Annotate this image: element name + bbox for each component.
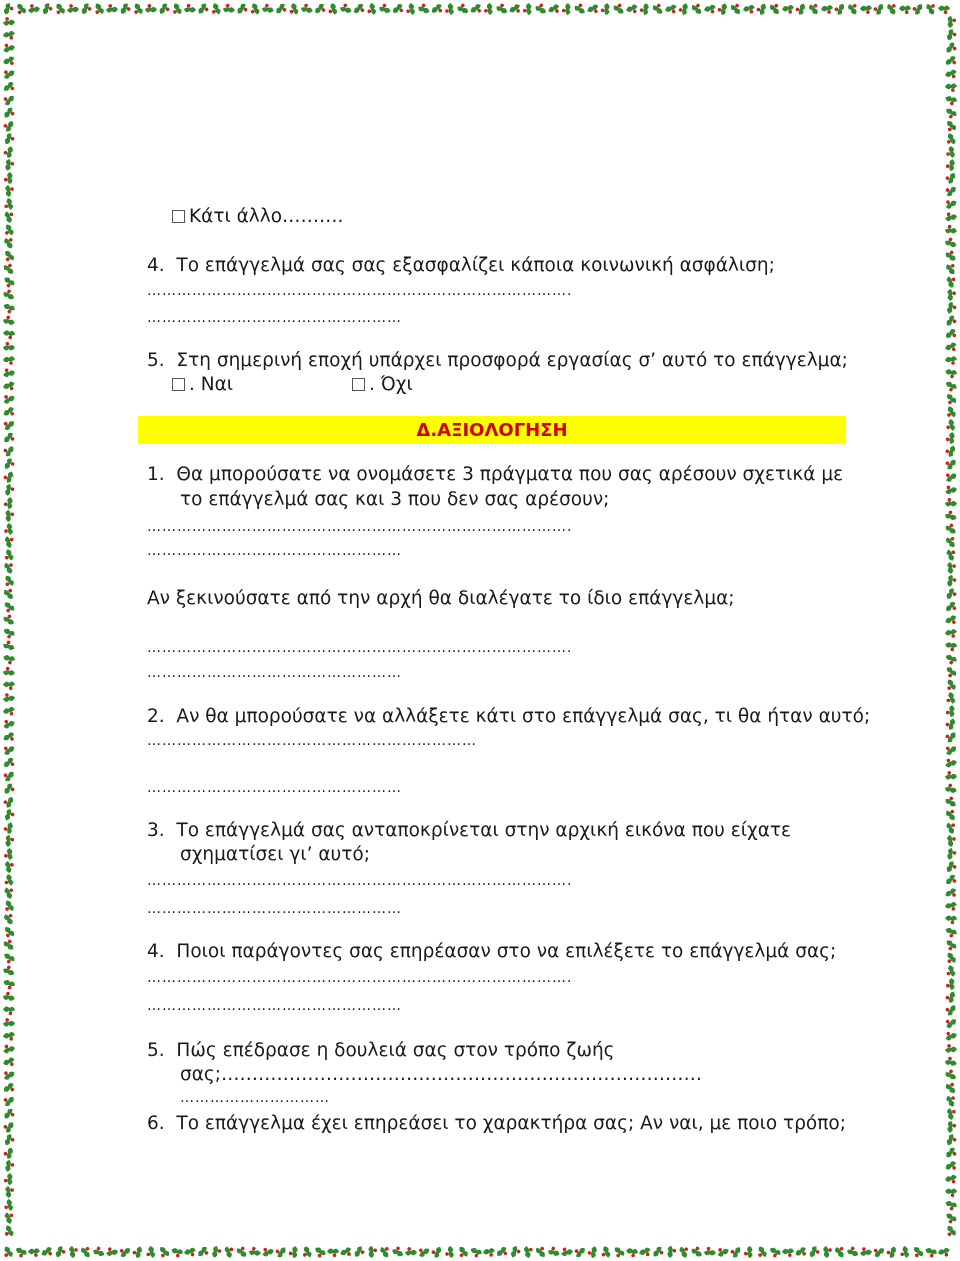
- answer-line: ……………………………………………: [147, 543, 402, 559]
- eval-question-2: 2. Αν θα μπορούσατε να αλλάξετε κάτι στο επάγγελμά σας, τι θα ήταν αυτό;: [147, 706, 871, 727]
- option-something-else: Κάτι άλλο……….: [172, 205, 343, 229]
- eval-question-4: 4. Ποιοι παράγοντες σας επηρέασαν στο να επιλέξετε το επάγγελμά σας;: [147, 941, 837, 962]
- eval-question-1b: Αν ξεκινούσατε από την αρχή θα διαλέγατε το ίδιο επάγγελμα;: [147, 588, 735, 609]
- option-yes: . Ναι: [172, 373, 233, 397]
- answer-line: ……………………………………………: [147, 780, 402, 796]
- answer-line: ……………………………………………: [147, 665, 402, 681]
- checkbox-icon: [172, 210, 185, 223]
- answer-line: ……………………………………………: [147, 310, 402, 326]
- question-4: 4. Το επάγγελμά σας σας εξασφαλίζει κάποια κοινωνική ασφάλιση;: [147, 255, 775, 276]
- answer-line: …………………………………………………………: [147, 733, 477, 749]
- eval-question-5: 5. Πώς επέδρασε η δουλειά σας στον τρόπο ζωής: [147, 1040, 615, 1061]
- eval-question-3: 3. Το επάγγελμά σας ανταποκρίνεται στην αρχική εικόνα που είχατε: [147, 820, 792, 841]
- answer-line: ……………………………………………: [147, 998, 402, 1014]
- option-no: . Όχι: [352, 373, 413, 397]
- eval-question-1: 1. Θα μπορούσατε να ονομάσετε 3 πράγματα που σας αρέσουν σχετικά με: [147, 464, 844, 485]
- answer-line: ………………………………………………………………………….: [147, 873, 573, 889]
- eval-question-5-cont: σας;……………………………………………………………………: [180, 1064, 703, 1085]
- answer-line: ………………………………………………………………………….: [147, 640, 573, 656]
- answer-line: ………………………………………………………………………….: [147, 283, 573, 299]
- checkbox-icon: [352, 378, 365, 391]
- answer-line: ………………………………………………………………………….: [147, 970, 573, 986]
- answer-line: …………………………: [180, 1090, 330, 1106]
- answer-line: ………………………………………………………………………….: [147, 519, 573, 535]
- eval-question-3-cont: σχηματίσει γι’ αυτό;: [180, 844, 370, 865]
- question-5: 5. Στη σημερινή εποχή υπάρχει προσφορά εργασίας σ’ αυτό το επάγγελμα;: [147, 350, 848, 371]
- checkbox-icon: [172, 378, 185, 391]
- eval-question-1-cont: το επάγγελμά σας και 3 που δεν σας αρέσουν;: [180, 489, 610, 510]
- section-banner: [138, 416, 846, 444]
- eval-question-6: 6. Το επάγγελμα έχει επηρεάσει το χαρακτήρα σας; Αν ναι, με ποιο τρόπο;: [147, 1113, 846, 1134]
- answer-line: ……………………………………………: [147, 901, 402, 917]
- section-title: Δ.ΑΞΙΟΛΟΓΗΣΗ: [416, 420, 568, 441]
